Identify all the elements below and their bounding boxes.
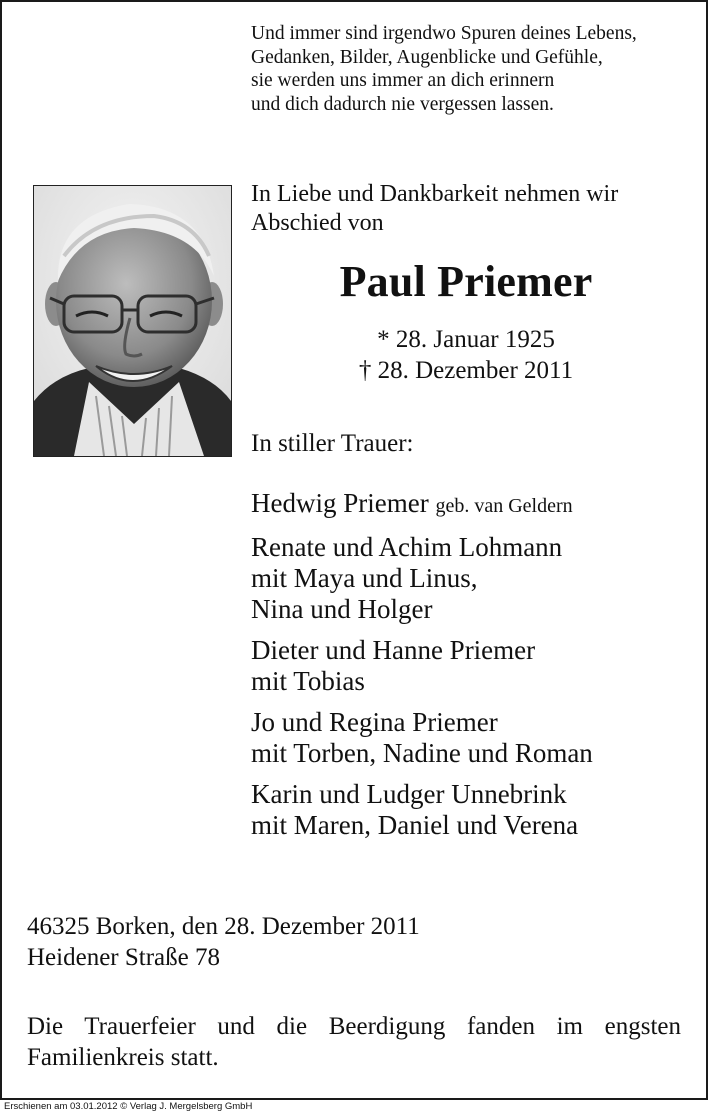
family-line: Renate und Achim Lohmann bbox=[251, 532, 563, 562]
family-line: Karin und Ludger Unnebrink bbox=[251, 779, 567, 809]
deceased-name: Paul Priemer bbox=[339, 257, 593, 306]
funeral-notice: Die Trauerfeier und die Beerdigung fanden im engsten Familienkreis statt. bbox=[27, 1013, 681, 1071]
family-group bbox=[251, 532, 593, 625]
family-group bbox=[251, 488, 593, 522]
family-line: mit Tobias bbox=[251, 666, 365, 696]
intro-line: In Liebe und Dankbarkeit nehmen wir bbox=[251, 181, 619, 207]
poem-line: Und immer sind irgendwo Spuren deines Lebens, bbox=[251, 23, 637, 44]
place-and-date bbox=[27, 911, 420, 973]
family-line: mit Maya und Linus, bbox=[251, 563, 478, 593]
death-date: † 28. Dezember 2011 bbox=[358, 357, 574, 384]
poem-line: und dich dadurch nie vergessen lassen. bbox=[251, 93, 554, 115]
publication-footer: Erschienen am 03.01.2012 © Verlag J. Mergelsberg GmbH bbox=[4, 1101, 253, 1112]
poem-line: sie werden uns immer an dich erinnern bbox=[251, 70, 555, 91]
place-date-line: 46325 Borken, den 28. Dezember 2011 bbox=[27, 913, 420, 940]
life-dates bbox=[251, 324, 681, 386]
poem-line: Gedanken, Bilder, Augenblicke und Gefühle, bbox=[251, 46, 603, 68]
address-line: Heidener Straße 78 bbox=[27, 944, 220, 971]
family-group bbox=[251, 779, 593, 841]
intro-text bbox=[251, 180, 618, 238]
birth-date: * 28. Januar 1925 bbox=[377, 326, 555, 353]
family-member-name: Hedwig Priemer bbox=[251, 488, 429, 518]
portrait-photo bbox=[33, 185, 232, 457]
family-line: Nina und Holger bbox=[251, 594, 433, 624]
family-line: Dieter und Hanne Priemer bbox=[251, 635, 536, 665]
poem bbox=[251, 22, 637, 116]
family-group bbox=[251, 707, 593, 769]
intro-line: Abschied von bbox=[251, 210, 384, 236]
family-line: Jo und Regina Priemer bbox=[251, 707, 498, 737]
family-line: mit Maren, Daniel und Verena bbox=[251, 810, 579, 840]
family-line: mit Torben, Nadine und Roman bbox=[251, 738, 593, 768]
family-list bbox=[251, 488, 593, 851]
family-group bbox=[251, 635, 593, 697]
mourning-label: In stiller Trauer: bbox=[251, 430, 414, 457]
maiden-name-note: geb. van Geldern bbox=[435, 495, 573, 517]
